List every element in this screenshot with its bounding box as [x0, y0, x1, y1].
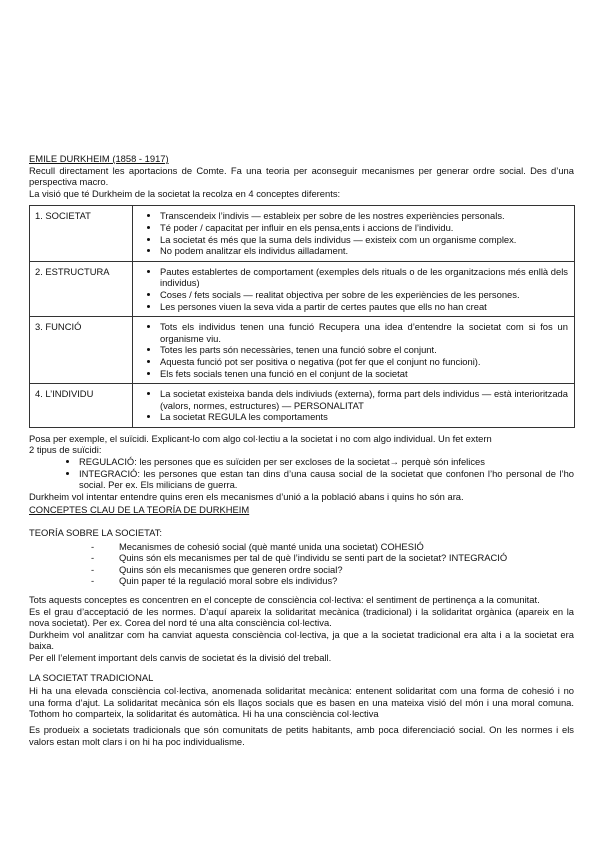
concept-description	[133, 206, 575, 261]
suicide-types-list	[29, 456, 574, 491]
list-item: - Quins són els mecanismes per tal de què l’individu se senti part de la societat? INTEGRACIÓ	[91, 552, 508, 564]
table-row	[30, 384, 575, 428]
traditional-heading: LA SOCIETAT TRADICIONAL	[29, 671, 154, 683]
key-concepts-paragraph: Tots aquests conceptes es concentren en el concepte de consciència col·lectiva: el sentiment de pertinença a la comunitat.	[29, 594, 540, 605]
list-item: • Aquesta funció pot ser positiva o negativa (pot fer que el conjunt no funcioni).	[160, 356, 568, 368]
list-item: • Les persones viuen la seva vida a partir de certes pautes que ells no han creat	[160, 301, 568, 313]
suicide-intro: Posa per exemple, el suïcidi. Explicant-lo com algo col·lectiu a la societat i no com algo individual. Un fet extern	[29, 432, 492, 444]
list-item: • Els fets socials tenen una funció en el conjunt de la societat	[160, 368, 568, 380]
list-item: • La societat existeixa banda dels indiviuds (externa), forma part dels individus — està interioritzada (valors, normes, estructures) — PERSONALITAT	[160, 388, 568, 411]
list-item: • INTEGRACIÓ: les persones que estan tan dins d’una causa social de la societat que confonen l’ho personal de l’ho social. Per ex. Els milicians de guerra.	[79, 468, 574, 491]
key-concepts-paragraph: Durkheim vol analitzar com ha canviat aquesta consciència col·lectiva, ja que a la societat tradicional era alta i a la societat era baixa.	[29, 628, 574, 652]
key-concepts-paragraph: Per ell l’element important dels canvis de societat és la divisió del treball.	[29, 651, 332, 663]
list-item: • Pautes establertes de comportament (exemples dels rituals o de les organitzacions més enllà dels individus)	[160, 266, 568, 289]
list-item: • REGULACIÓ: les persones que es suïciden per ser excloses de la societat→ perquè són infelices	[79, 456, 574, 468]
concept-term: 3. FUNCIÓ	[30, 317, 133, 384]
concept-description	[133, 317, 575, 384]
document-page	[29, 153, 574, 747]
list-item: • La societat és més que la suma dels individus — existeix com un organisme complex.	[160, 234, 568, 246]
intro-paragraph: Recull directament les aportacions de Comte. Fa una teoria per aconseguir mecanismes per generar ordre social. Des d’una perspectiva macro.	[29, 164, 574, 188]
dash-marker: -	[91, 563, 95, 575]
intro-paragraph: La visió que té Durkheim de la societat la recolza en 4 conceptes diferents:	[29, 187, 341, 199]
list-item: • Té poder / capacitat per influir en els pensa,ents i accions de l’individu.	[160, 222, 568, 234]
theory-heading: TEORÍA SOBRE LA SOCIETAT:	[29, 527, 163, 539]
suicide-types-label: 2 tipus de suïcidi:	[29, 444, 102, 456]
suicide-closing: Durkheim vol intentar entendre quins eren els mecanismes d’unió a la població abans i quins ho són ara.	[29, 490, 464, 502]
dash-marker: -	[91, 552, 95, 564]
list-item: • Transcendeix l’indivis — estableix per sobre de les nostres experiències personals.	[160, 210, 568, 222]
list-item: • La societat REGULA les comportaments	[160, 411, 568, 423]
concept-term: 4. L’INDIVIDU	[30, 384, 133, 428]
list-item: • No podem analitzar els individus ailladament.	[160, 245, 568, 257]
table-row	[30, 206, 575, 261]
list-item: - Quin paper té la regulació moral sobre els individus?	[91, 575, 338, 587]
traditional-paragraph: Es produeix a societats tradicionals que són comunitats de petits habitants, amb poca diferenciació social. On les normes i els valors estan molt clars i on hi ha poc individualisme.	[29, 723, 574, 747]
concepts-table	[29, 205, 575, 428]
key-concepts-title: CONCEPTES CLAU DE LA TEORÍA DE DURKHEIM	[29, 504, 250, 516]
document-title: EMILE DURKHEIM (1858 - 1917)	[29, 153, 169, 164]
dash-marker: -	[91, 575, 95, 587]
table-row	[30, 261, 575, 316]
list-item: - Quins són els mecanismes que generen ordre social?	[91, 563, 343, 575]
list-item: - Mecanismes de cohesió social (què manté unida una societat) COHESIÓ	[91, 540, 424, 552]
traditional-paragraph: Hi ha una elevada consciència col·lectiva, anomenada solidaritat mecànica: entenent solidaritat com una forma de cohesió i no una forma d’ajut. La solidaritat mecànica són els llaços socials que es basen en una mateixa visió del món i una moral comuna. Tothom ho comparteix, la solidaritat és automàtica. Hi ha una consciència col·lectiva	[29, 685, 574, 720]
list-item: • Tots els individus tenen una funció Recupera una idea d’entendre la societat com si fos un organisme viu.	[160, 321, 568, 344]
dash-marker: -	[91, 540, 95, 552]
list-item: • Coses / fets socials — realitat objectiva per sobre de les experiències de les persones.	[160, 289, 568, 301]
list-item: • Totes les parts són necessàries, tenen una funció sobre el conjunt.	[160, 344, 568, 356]
key-concepts-paragraph: Es el grau d’acceptació de les normes. D’aquí apareix la solidaritat mecànica (tradicional) i la solidaritat orgànica (apareix en la nova societat). Per ex. Corea del nord té una alta consciència col·lectiva.	[29, 605, 574, 629]
concept-term: 2. ESTRUCTURA	[30, 261, 133, 316]
table-row	[30, 317, 575, 384]
questions-list	[29, 541, 574, 587]
concept-description	[133, 384, 575, 428]
concept-description	[133, 261, 575, 316]
concept-term: 1. SOCIETAT	[30, 206, 133, 261]
